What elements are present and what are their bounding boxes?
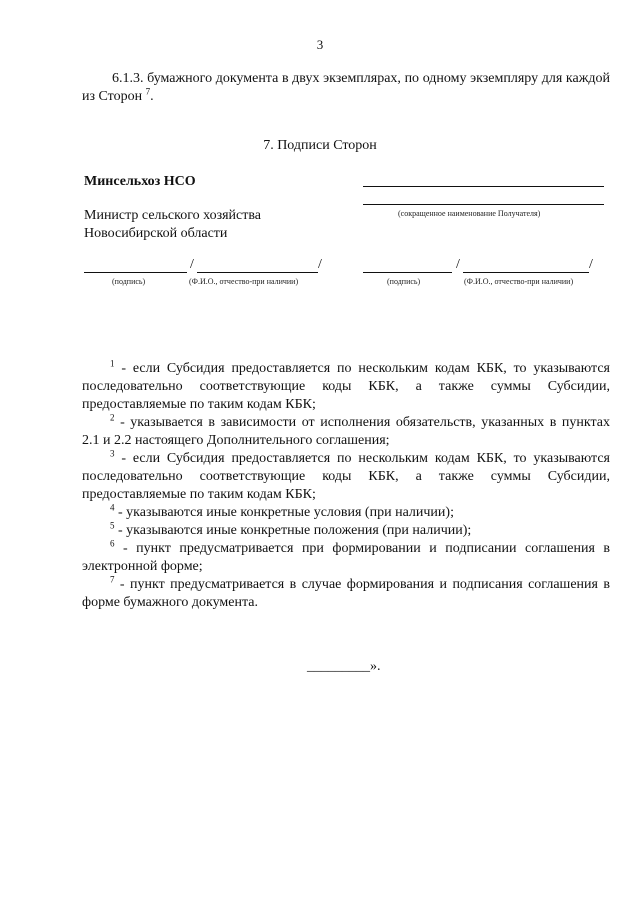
page-number: 3 — [316, 37, 324, 52]
recipient-caption: (сокращенное наименование Получателя) — [398, 209, 541, 218]
left-name-caption: (Ф.И.О., отчество-при наличии) — [189, 277, 299, 286]
footnote-text: - пункт предусматривается при формировании и подписании соглашения в электронной форме; — [82, 541, 610, 574]
footnote — [82, 450, 610, 504]
left-party-org-name: Минсельхоз НСО — [84, 174, 196, 189]
left-party-position-line-2: Новосибирской области — [84, 226, 228, 241]
footnote-text: - если Субсидия предоставляется по нескольким кодам КБК, то указываются последовательно соответствующие коды КБК, а также суммы Субсидии, предоставляемые по таким кодам КБК; — [82, 451, 610, 502]
right-name-caption: (Ф.И.О., отчество-при наличии) — [464, 277, 574, 286]
footnote-text: - указываются иные конкретные условия (при наличии); — [114, 505, 454, 520]
closing — [307, 659, 381, 675]
left-name-line[interactable] — [197, 272, 318, 273]
right-signature-line[interactable] — [363, 272, 452, 273]
footnote-text: - пункт предусматривается в случае формирования и подписания соглашения в форме бумажного документа. — [82, 577, 610, 610]
clause-end: . — [150, 89, 154, 104]
footnote — [82, 540, 610, 576]
clause-6-1-3-text: 6.1.3. бумажного документа в двух экземплярах, по одному экземпляру для каждой из Сторон $^7$. — [82, 71, 610, 104]
footnote-mark: 1 — [110, 358, 115, 369]
footnote-mark: 7 — [110, 574, 115, 585]
right-name-line[interactable] — [463, 272, 589, 273]
right-slash-1: / — [456, 257, 460, 272]
left-party-position-line-1: Министр сельского хозяйства — [84, 208, 261, 223]
footnote-mark: 6 — [110, 538, 115, 549]
right-slash-2: / — [589, 257, 593, 272]
section-title: 7. Подписи Сторон — [263, 138, 377, 153]
footnote — [82, 360, 610, 414]
clause-footnote-mark: 7 — [145, 86, 151, 97]
footnote-mark: 3 — [110, 448, 115, 459]
footnote — [82, 522, 610, 540]
footnotes-list — [82, 360, 610, 612]
recipient-name-line-2[interactable] — [363, 204, 604, 205]
closing-blank[interactable]: _________ — [307, 659, 370, 674]
footnote-text: - указываются иные конкретные положения (при наличии); — [114, 523, 472, 538]
clause-6-1-3 — [82, 70, 610, 106]
footnote-text: - если Субсидия предоставляется по нескольким кодам КБК, то указываются последовательно соответствующие коды КБК, а также суммы Субсидии, предоставляемые по таким кодам КБК; — [82, 361, 610, 412]
footnote — [82, 504, 610, 522]
footnote-mark: 4 — [110, 502, 115, 513]
footnote-text: - указывается в зависимости от исполнения обязательств, указанных в пунктах 2.1 и 2.2 настоящего Дополнительного соглашения; — [82, 415, 610, 448]
right-signature-caption: (подпись) — [387, 277, 421, 286]
left-slash-1: / — [190, 257, 194, 272]
closing-mark: ». — [370, 659, 381, 674]
footnote-mark: 2 — [110, 412, 115, 423]
footnote-mark: 5 — [110, 520, 115, 531]
left-signature-caption: (подпись) — [112, 277, 146, 286]
footnote — [82, 414, 610, 450]
footnote — [82, 576, 610, 612]
recipient-name-line[interactable] — [363, 186, 604, 187]
left-slash-2: / — [318, 257, 322, 272]
left-signature-line[interactable] — [84, 272, 187, 273]
